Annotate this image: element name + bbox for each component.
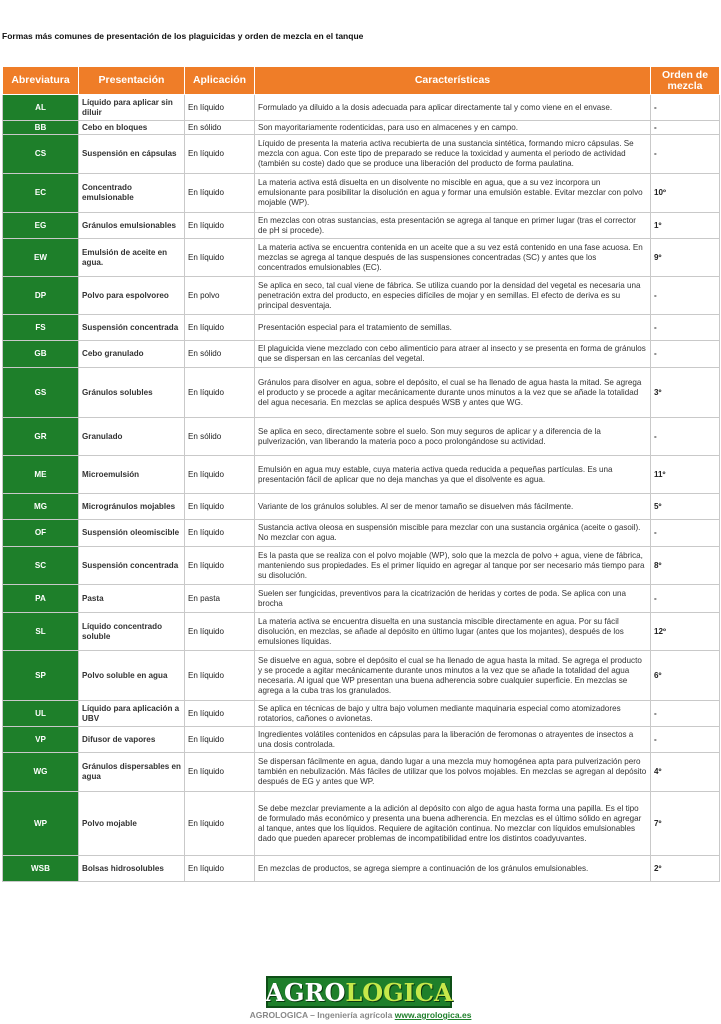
application-cell: En líquido [185, 701, 255, 727]
characteristics-cell: Se dispersan fácilmente en agua, dando lugar a una mezcla muy homogénea apta para pulverización pero también en nebulización. Más fáciles de utilizar que los polvos mojables. En mezclas se agregan al depósito después de EG y antes que WP. [255, 753, 651, 792]
table-row [3, 456, 720, 494]
abbr-cell: SL [3, 613, 79, 651]
characteristics-cell: Formulado ya diluido a la dosis adecuada para aplicar directamente tal y como viene en el envase. [255, 95, 651, 121]
application-cell: En líquido [185, 753, 255, 792]
application-cell: En polvo [185, 277, 255, 315]
application-cell: En líquido [185, 727, 255, 753]
application-cell: En sólido [185, 418, 255, 456]
order-cell: - [651, 585, 720, 613]
abbr-cell: UL [3, 701, 79, 727]
table-row [3, 792, 720, 856]
table-row [3, 727, 720, 753]
characteristics-cell: Presentación especial para el tratamiento de semillas. [255, 315, 651, 341]
application-cell: En líquido [185, 174, 255, 213]
table-row [3, 121, 720, 135]
table-row [3, 95, 720, 121]
order-cell: - [651, 315, 720, 341]
characteristics-cell: Variante de los gránulos solubles. Al ser de menor tamaño se disuelven más fácilmente. [255, 494, 651, 520]
table-row [3, 613, 720, 651]
header-abbr: Abreviatura [3, 67, 79, 95]
presentation-cell: Concentrado emulsionable [79, 174, 185, 213]
table-body [3, 95, 720, 882]
order-cell: - [651, 135, 720, 174]
characteristics-cell: Se aplica en técnicas de bajo y ultra bajo volumen mediante maquinaria especial como atomizadores rotatorios, cañones o avionetas. [255, 701, 651, 727]
table-row [3, 174, 720, 213]
order-cell: 3º [651, 368, 720, 418]
order-cell: - [651, 95, 720, 121]
table-row [3, 856, 720, 882]
abbr-cell: WP [3, 792, 79, 856]
page-title: Formas más comunes de presentación de los plaguicidas y orden de mezcla en el tanque [2, 31, 364, 41]
formulation-table [2, 66, 720, 882]
footer-url-link[interactable]: www.agrologica.es [394, 1010, 472, 1020]
application-cell: En líquido [185, 520, 255, 547]
presentation-cell: Cebo en bloques [79, 121, 185, 135]
presentation-cell: Emulsión de aceite en agua. [79, 239, 185, 277]
characteristics-cell: Emulsión en agua muy estable, cuya materia activa queda reducida a pequeñas partículas. Es una presentación fácil de aplicar que no deja manchas ya que el disolvente es agua. [255, 456, 651, 494]
application-cell: En líquido [185, 547, 255, 585]
header-application: Aplicación [185, 67, 255, 95]
application-cell: En líquido [185, 368, 255, 418]
presentation-cell: Suspensión en cápsulas [79, 135, 185, 174]
abbr-cell: EW [3, 239, 79, 277]
presentation-cell: Polvo soluble en agua [79, 651, 185, 701]
characteristics-cell: Se aplica en seco, tal cual viene de fábrica. Se utiliza cuando por la densidad del vegetal es necesaria una penetración extra del producto, en especies difíciles de mojar y en semillas. El efecto de deriva es su principal desventaja. [255, 277, 651, 315]
characteristics-cell: Gránulos para disolver en agua, sobre el depósito, el cual se ha llenado de agua hasta la mitad. Se agrega el producto y se procede a agitar mecánicamente durante unos minutos a la vez que se añade la totalidad del agua necesaria. En mezclas se aplica después WSB y antes que WG. [255, 368, 651, 418]
order-cell: 11º [651, 456, 720, 494]
abbr-cell: SP [3, 651, 79, 701]
table-row [3, 213, 720, 239]
presentation-cell: Pasta [79, 585, 185, 613]
presentation-cell: Microgránulos mojables [79, 494, 185, 520]
characteristics-cell: Se debe mezclar previamente a la adición al depósito con algo de agua hasta forma una papilla. Es el tipo de formulado más económico y presenta una buena adherencia. En mezclas es el último sólido en agregar al tanque, antes que los líquidos. Requiere de agitación continua. No mezclar con líquidos emulsionables dado que pueden aparecer problemas de incompatibilidad entre los distintos coadyuvantes. [255, 792, 651, 856]
presentation-cell: Granulado [79, 418, 185, 456]
order-cell: - [651, 277, 720, 315]
application-cell: En líquido [185, 95, 255, 121]
characteristics-cell: Es la pasta que se realiza con el polvo mojable (WP), solo que la mezcla de polvo + agua, viene de fábrica, manteniendo sus propiedades. Es el primer líquido en agregar al tanque por ser necesario más tiempo para su disolución. [255, 547, 651, 585]
table-row [3, 239, 720, 277]
characteristics-cell: Se aplica en seco, directamente sobre el suelo. Son muy seguros de aplicar y a diferencia de la pulverización, van liberando la materia poco a poco prolongándose su actividad. [255, 418, 651, 456]
table-header-row [3, 67, 720, 95]
presentation-cell: Suspensión concentrada [79, 315, 185, 341]
application-cell: En pasta [185, 585, 255, 613]
presentation-cell: Gránulos dispersables en agua [79, 753, 185, 792]
abbr-cell: MG [3, 494, 79, 520]
presentation-cell: Difusor de vapores [79, 727, 185, 753]
table-row [3, 315, 720, 341]
abbr-cell: BB [3, 121, 79, 135]
order-cell: 2º [651, 856, 720, 882]
logo-text-agro: AGRO [265, 977, 346, 1007]
abbr-cell: DP [3, 277, 79, 315]
application-cell: En líquido [185, 456, 255, 494]
presentation-cell: Líquido concentrado soluble [79, 613, 185, 651]
application-cell: En líquido [185, 239, 255, 277]
order-cell: 7º [651, 792, 720, 856]
order-cell: 5º [651, 494, 720, 520]
application-cell: En líquido [185, 613, 255, 651]
table-row [3, 277, 720, 315]
application-cell: En sólido [185, 121, 255, 135]
abbr-cell: EG [3, 213, 79, 239]
characteristics-cell: Líquido de presenta la materia activa recubierta de una sustancia sintética, formando micro cápsulas. Se mezcla con agua. Con este tipo de preparado se reduce la toxicidad y aumenta el periodo de actividad (también su coste) dado que se produce una liberación del producto de forma paulatina. [255, 135, 651, 174]
characteristics-cell: Suelen ser fungicidas, preventivos para la cicatrización de heridas y cortes de poda. Se aplica con una brocha [255, 585, 651, 613]
order-cell: 8º [651, 547, 720, 585]
order-cell: - [651, 341, 720, 368]
presentation-cell: Gránulos emulsionables [79, 213, 185, 239]
characteristics-cell: Sustancia activa oleosa en suspensión miscible para mezclar con una sustancia orgánica (aceite o gasoil). No mezclar con agua. [255, 520, 651, 547]
header-presentation: Presentación [79, 67, 185, 95]
header-order: Orden de mezcla [651, 67, 720, 95]
agrologica-logo [266, 976, 452, 1008]
table-row [3, 494, 720, 520]
presentation-cell: Bolsas hidrosolubles [79, 856, 185, 882]
footer-caption [0, 1010, 721, 1020]
abbr-cell: VP [3, 727, 79, 753]
application-cell: En líquido [185, 213, 255, 239]
abbr-cell: WG [3, 753, 79, 792]
presentation-cell: Cebo granulado [79, 341, 185, 368]
application-cell: En sólido [185, 341, 255, 368]
presentation-cell: Líquido para aplicación a UBV [79, 701, 185, 727]
table-row [3, 520, 720, 547]
characteristics-cell: En mezclas con otras sustancias, esta presentación se agrega al tanque en primer lugar (tras el corrector de pH si procede). [255, 213, 651, 239]
application-cell: En líquido [185, 135, 255, 174]
order-cell: 1º [651, 213, 720, 239]
abbr-cell: SC [3, 547, 79, 585]
table-row [3, 651, 720, 701]
characteristics-cell: El plaguicida viene mezclado con cebo alimenticio para atraer al insecto y se presenta en forma de gránulos que se dispersan en las cercanías del vegetal. [255, 341, 651, 368]
characteristics-cell: La materia activa se encuentra disuelta en una sustancia miscible directamente en agua. Por su fácil disolución, en mezclas, se añade al depósito en último lugar (antes que los mojantes), después de los emulsiones líquidas. [255, 613, 651, 651]
order-cell: - [651, 121, 720, 135]
abbr-cell: EC [3, 174, 79, 213]
order-cell: - [651, 520, 720, 547]
order-cell: - [651, 701, 720, 727]
order-cell: 12º [651, 613, 720, 651]
abbr-cell: GB [3, 341, 79, 368]
presentation-cell: Suspensión concentrada [79, 547, 185, 585]
presentation-cell: Gránulos solubles [79, 368, 185, 418]
table-row [3, 753, 720, 792]
application-cell: En líquido [185, 856, 255, 882]
presentation-cell: Polvo mojable [79, 792, 185, 856]
application-cell: En líquido [185, 494, 255, 520]
order-cell: 10º [651, 174, 720, 213]
order-cell: - [651, 418, 720, 456]
table-row [3, 418, 720, 456]
abbr-cell: ME [3, 456, 79, 494]
characteristics-cell: Se disuelve en agua, sobre el depósito el cual se ha llenado de agua hasta la mitad. Se agrega el producto y se procede a agitar mecánicamente durante unos minutos a la vez que se añade la totalidad del agua necesaria. Al igual que WP presentan una buena adherencia sobre cualquier superficie. En mezclas se agrega a la cuba tras los granulados. [255, 651, 651, 701]
order-cell: - [651, 727, 720, 753]
characteristics-cell: Ingredientes volátiles contenidos en cápsulas para la liberación de feromonas o atrayentes de insectos a una dosis controlada. [255, 727, 651, 753]
abbr-cell: AL [3, 95, 79, 121]
table-row [3, 135, 720, 174]
presentation-cell: Polvo para espolvoreo [79, 277, 185, 315]
header-characteristics: Características [255, 67, 651, 95]
characteristics-cell: La materia activa se encuentra contenida en un aceite que a su vez está contenido en una fase acuosa. En mezclas se agrega al tanque después de las suspensiones concentradas (SC) y antes que los concentrados emulsionables (EC). [255, 239, 651, 277]
characteristics-cell: En mezclas de productos, se agrega siempre a continuación de los gránulos emulsionables. [255, 856, 651, 882]
logo-text-logica: LOGICA [345, 977, 453, 1007]
application-cell: En líquido [185, 651, 255, 701]
application-cell: En líquido [185, 315, 255, 341]
abbr-cell: OF [3, 520, 79, 547]
abbr-cell: GR [3, 418, 79, 456]
table-row [3, 701, 720, 727]
presentation-cell: Líquido para aplicar sin diluir [79, 95, 185, 121]
order-cell: 9º [651, 239, 720, 277]
order-cell: 6º [651, 651, 720, 701]
characteristics-cell: La materia activa está disuelta en un disolvente no miscible en agua, que a su vez incorpora un emulsionante para posibilitar la disolución en agua y formar una emulsión estable. Evitar mezclar con polvo mojable (WP). [255, 174, 651, 213]
table-row [3, 585, 720, 613]
abbr-cell: PA [3, 585, 79, 613]
abbr-cell: FS [3, 315, 79, 341]
presentation-cell: Suspensión oleomiscible [79, 520, 185, 547]
table-row [3, 368, 720, 418]
characteristics-cell: Son mayoritariamente rodenticidas, para uso en almacenes y en campo. [255, 121, 651, 135]
presentation-cell: Microemulsión [79, 456, 185, 494]
abbr-cell: CS [3, 135, 79, 174]
table-row [3, 547, 720, 585]
table-row [3, 341, 720, 368]
abbr-cell: WSB [3, 856, 79, 882]
abbr-cell: GS [3, 368, 79, 418]
footer-company: AGROLOGICA – Ingeniería agrícola [249, 1010, 393, 1020]
order-cell: 4º [651, 753, 720, 792]
application-cell: En líquido [185, 792, 255, 856]
